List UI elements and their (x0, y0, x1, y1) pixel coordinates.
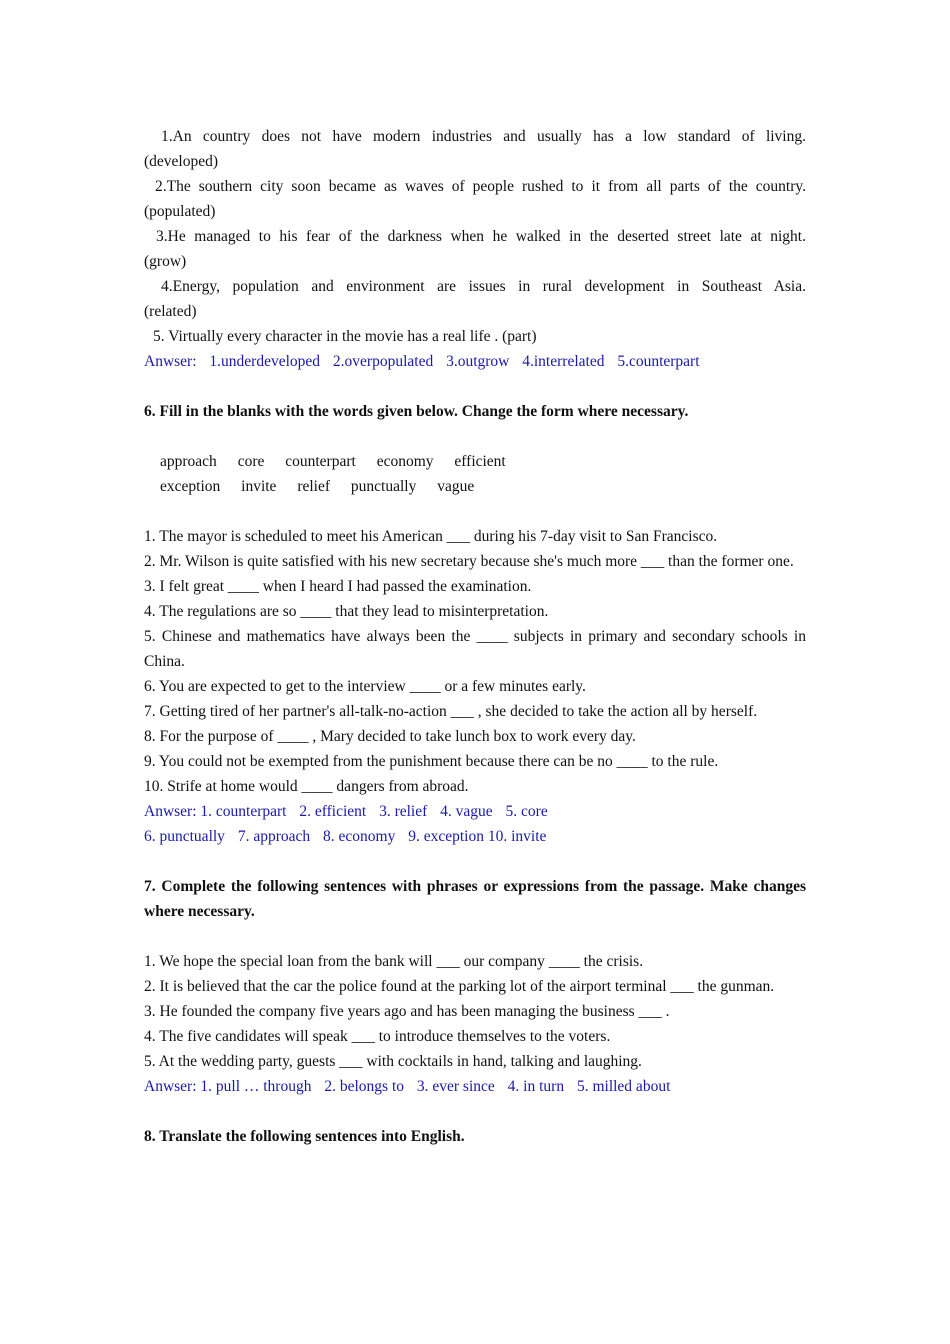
s6-answer-3: 3. relief (379, 803, 428, 820)
s7-question-2: 2. It is believed that the car the police found at the parking lot of the airport terminal ___ the gunman. (144, 978, 775, 995)
s6-question-10: 10. Strife at home would ____ dangers from abroad. (144, 778, 469, 795)
s7-answer-3: 3. ever since (416, 1078, 495, 1095)
word-relief: relief (297, 478, 331, 495)
word-invite: invite (241, 478, 277, 495)
section6 (144, 399, 806, 849)
s7-answer-4: 4. in turn (507, 1078, 565, 1095)
s7-question-1: 1. We hope the special loan from the bank will ___ our company ____ the crisis. (144, 953, 644, 970)
s6-word-row-2 (144, 474, 806, 499)
s7-question-3: 3. He founded the company five years ago and has been managing the business ___ . (144, 1003, 670, 1020)
s6-question-3: 3. I felt great ____ when I heard I had passed the examination. (144, 578, 532, 595)
s8-heading: 8. Translate the following sentences into English. (144, 1128, 465, 1145)
s5-answer-4: 4.interrelated (522, 353, 605, 370)
word-economy: economy (376, 453, 434, 470)
s7-answer-line (144, 1074, 806, 1099)
s5-item-4-line2: (related) (144, 303, 197, 320)
s7-answer-1: Anwser: 1. pull … through (144, 1078, 312, 1095)
s6-question-9: 9. You could not be exempted from the punishment because there can be no ____ to the rule. (144, 753, 719, 770)
section7 (144, 874, 806, 1099)
s6-question-1: 1. The mayor is scheduled to meet his American ___ during his 7-day visit to San Francisco. (144, 528, 718, 545)
s6-question-7: 7. Getting tired of her partner's all-talk-no-action ___ , she decided to take the action all by herself. (144, 703, 758, 720)
s6-heading: 6. Fill in the blanks with the words given below. Change the form where necessary. (144, 403, 689, 420)
s5-answer-3: 3.outgrow (446, 353, 510, 370)
word-core: core (237, 453, 265, 470)
s6-question-2: 2. Mr. Wilson is quite satisfied with his new secretary because she's much more ___ than the former one. (144, 553, 794, 570)
s7-answer-5: 5. milled about (576, 1078, 671, 1095)
word-exception: exception (160, 478, 221, 495)
document-page (144, 124, 806, 1149)
s6-answer-4: 4. vague (440, 803, 493, 820)
s6-question-8: 8. For the purpose of ____ , Mary decided to take lunch box to work every day. (144, 728, 636, 745)
section8 (144, 1124, 806, 1149)
word-efficient: efficient (454, 453, 506, 470)
s6-answer-9-10: 9. exception 10. invite (408, 828, 547, 845)
s6-question-5: 5. Chinese and mathematics have always been the ____ subjects in primary and secondary schools in China. (144, 628, 806, 670)
s7-question-5: 5. At the wedding party, guests ___ with cocktails in hand, talking and laughing. (144, 1053, 642, 1070)
s5-item-1-line1: 1.An country does not have modern industries and usually has a low standard of living. (161, 128, 806, 145)
s6-question-6: 6. You are expected to get to the interview ____ or a few minutes early. (144, 678, 586, 695)
s7-answer-2: 2. belongs to (324, 1078, 405, 1095)
s5-item-2-line1: 2.The southern city soon became as waves of people rushed to it from all parts of the country. (155, 178, 806, 195)
s5-item-4-line1: 4.Energy, population and environment are issues in rural development in Southeast Asia. (161, 278, 806, 295)
s5-answer-5: 5.counterpart (617, 353, 700, 370)
s5-answer-line (144, 349, 806, 374)
s6-answer-8: 8. economy (323, 828, 396, 845)
s5-item-5: 5. Virtually every character in the movie has a real life . (part) (153, 328, 537, 345)
s6-question-4: 4. The regulations are so ____ that they lead to misinterpretation. (144, 603, 549, 620)
s6-answer-7: 7. approach (237, 828, 311, 845)
s6-answer-2: 2. efficient (299, 803, 367, 820)
s5-answer-2: 2.overpopulated (332, 353, 434, 370)
s7-question-4: 4. The five candidates will speak ___ to introduce themselves to the voters. (144, 1028, 611, 1045)
s6-answer-6: 6. punctually (144, 828, 225, 845)
s6-answer-5: 5. core (505, 803, 548, 820)
word-punctually: punctually (350, 478, 417, 495)
s5-item-1-line2: (developed) (144, 153, 219, 170)
s5-answer-prefix: Anwser: (144, 353, 197, 370)
s5-item-2-line2: (populated) (144, 203, 216, 220)
word-counterpart: counterpart (285, 453, 356, 470)
s6-answer-1: Anwser: 1. counterpart (144, 803, 287, 820)
word-vague: vague (437, 478, 475, 495)
section5 (144, 124, 806, 374)
s5-item-3-line2: (grow) (144, 253, 187, 270)
s6-answer-line-2 (144, 824, 806, 849)
s6-word-row-1 (144, 449, 806, 474)
word-approach: approach (160, 453, 217, 470)
s5-item-3-line1: 3.He managed to his fear of the darkness when he walked in the deserted street late at night. (156, 228, 806, 245)
s7-heading: 7. Complete the following sentences with phrases or expressions from the passage. Make changes where necessary. (144, 878, 806, 920)
s6-answer-line-1 (144, 799, 806, 824)
s5-answer-1: 1.underdeveloped (209, 353, 321, 370)
